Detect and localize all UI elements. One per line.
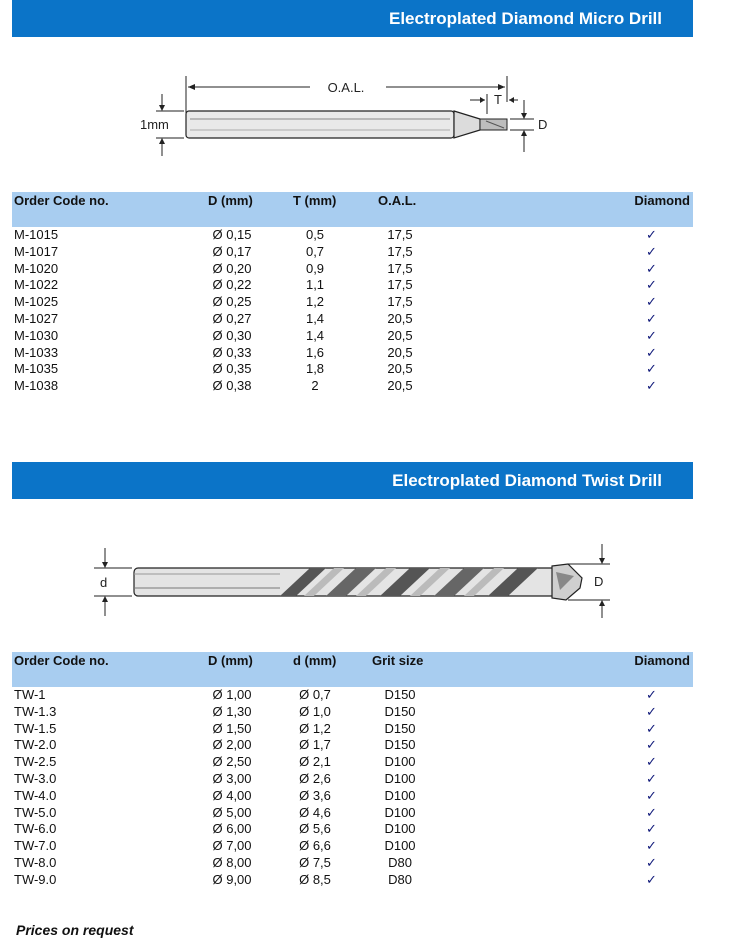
diamond-check-icon: ✓ bbox=[646, 838, 657, 854]
diamond-check-icon: ✓ bbox=[646, 344, 657, 360]
order-code-cell: TW-9.0 bbox=[14, 871, 57, 887]
second-col-cell: Ø 2,6 bbox=[299, 771, 331, 786]
second-col-cell: 0,9 bbox=[305, 260, 325, 276]
diameter-cell: Ø 2,00 bbox=[212, 737, 252, 753]
diamond-check-icon: ✓ bbox=[646, 737, 657, 753]
table-row bbox=[12, 293, 693, 310]
third-col-cell: 20,5 bbox=[387, 361, 413, 377]
order-code-cell: TW-6.0 bbox=[14, 821, 57, 837]
shank-label: 1mm bbox=[140, 117, 169, 132]
order-code-cell: TW-2.5 bbox=[14, 754, 57, 770]
col-diamond: Diamond bbox=[634, 193, 690, 208]
diamond-check-icon: ✓ bbox=[646, 703, 657, 719]
order-code-cell: M-1017 bbox=[14, 243, 59, 259]
diamond-check-icon: ✓ bbox=[646, 871, 657, 887]
col-diamond: Diamond bbox=[634, 653, 690, 668]
order-code-cell: TW-8.0 bbox=[14, 855, 57, 870]
order-code-cell: TW-1.3 bbox=[14, 703, 57, 719]
second-col-cell: Ø 5,6 bbox=[299, 821, 331, 837]
diameter-cell: Ø 1,30 bbox=[212, 703, 252, 719]
diamond-check-icon: ✓ bbox=[646, 855, 657, 870]
second-col-cell: Ø 4,6 bbox=[299, 804, 331, 820]
table-row bbox=[12, 327, 693, 344]
diamond-check-icon: ✓ bbox=[646, 787, 657, 803]
second-col-cell: Ø 8,5 bbox=[299, 871, 331, 887]
order-code-cell: TW-1 bbox=[14, 687, 46, 702]
second-col-cell: Ø 1,2 bbox=[299, 720, 331, 736]
diameter-cell: Ø 0,25 bbox=[212, 294, 252, 310]
third-col-cell: D150 bbox=[384, 720, 416, 736]
twist-drill-banner bbox=[12, 462, 693, 499]
second-col-cell: 1,4 bbox=[305, 327, 325, 343]
order-code-cell: TW-1.5 bbox=[14, 720, 57, 736]
table-row bbox=[12, 736, 693, 753]
order-code-cell: TW-3.0 bbox=[14, 771, 57, 786]
section-title: Electroplated Diamond Micro Drill bbox=[389, 9, 662, 28]
table-row bbox=[12, 377, 693, 394]
big-d-label: D bbox=[594, 574, 604, 589]
second-col-cell: Ø 3,6 bbox=[299, 787, 331, 803]
third-col-cell: 20,5 bbox=[387, 344, 413, 360]
diamond-check-icon: ✓ bbox=[646, 327, 657, 343]
col-d: D (mm) bbox=[208, 193, 253, 208]
micro-table-header bbox=[12, 192, 693, 227]
diameter-cell: Ø 0,27 bbox=[212, 311, 252, 326]
diameter-cell: Ø 8,00 bbox=[212, 855, 252, 870]
diameter-cell: Ø 4,00 bbox=[212, 787, 252, 803]
second-col-cell: Ø 1,0 bbox=[299, 703, 331, 719]
diameter-cell: Ø 0,38 bbox=[212, 378, 252, 394]
third-col-cell: 20,5 bbox=[387, 311, 413, 326]
diameter-cell: Ø 0,35 bbox=[212, 361, 252, 377]
col-order-code: Order Code no. bbox=[14, 653, 109, 668]
diameter-cell: Ø 0,20 bbox=[212, 260, 252, 276]
second-col-cell: 2 bbox=[311, 378, 319, 394]
third-col-cell: D100 bbox=[384, 838, 416, 854]
second-col-cell: Ø 2,1 bbox=[299, 754, 331, 770]
prices-note: Prices on request bbox=[16, 922, 134, 938]
third-col-cell: D100 bbox=[384, 787, 416, 803]
section-title: Electroplated Diamond Twist Drill bbox=[392, 471, 662, 490]
order-code-cell: M-1035 bbox=[14, 361, 59, 377]
table-row bbox=[12, 686, 693, 703]
d-label: D bbox=[538, 117, 548, 132]
diameter-cell: Ø 6,00 bbox=[212, 821, 252, 837]
table-row bbox=[12, 837, 693, 854]
diamond-check-icon: ✓ bbox=[646, 260, 657, 276]
third-col-cell: 20,5 bbox=[387, 327, 413, 343]
third-col-cell: D80 bbox=[388, 855, 412, 870]
third-col-cell: D100 bbox=[384, 771, 416, 786]
order-code-cell: TW-7.0 bbox=[14, 838, 57, 854]
order-code-cell: TW-4.0 bbox=[14, 787, 57, 803]
diameter-cell: Ø 0,33 bbox=[212, 344, 252, 360]
table-row bbox=[12, 820, 693, 837]
order-code-cell: M-1025 bbox=[14, 294, 59, 310]
order-code-cell: M-1038 bbox=[14, 378, 59, 394]
third-col-cell: 17,5 bbox=[387, 227, 413, 242]
third-col-cell: 17,5 bbox=[387, 294, 413, 310]
t-label: T bbox=[494, 92, 502, 107]
second-col-cell: 1,6 bbox=[305, 344, 325, 360]
micro-drill-diagram bbox=[130, 72, 560, 162]
third-col-cell: D100 bbox=[384, 804, 416, 820]
second-col-cell: Ø 1,7 bbox=[299, 737, 331, 753]
order-code-cell: TW-5.0 bbox=[14, 804, 57, 820]
diameter-cell: Ø 1,50 bbox=[212, 720, 252, 736]
second-col-cell: 1,8 bbox=[305, 361, 325, 377]
order-code-cell: M-1027 bbox=[14, 311, 59, 326]
order-code-cell: M-1033 bbox=[14, 344, 59, 360]
third-col-cell: 17,5 bbox=[387, 277, 413, 293]
table-row bbox=[12, 226, 693, 243]
second-col-cell: Ø 6,6 bbox=[299, 838, 331, 854]
diamond-check-icon: ✓ bbox=[646, 227, 657, 242]
oal-label: O.A.L. bbox=[327, 80, 365, 95]
diameter-cell: Ø 2,50 bbox=[212, 754, 252, 770]
order-code-cell: M-1020 bbox=[14, 260, 59, 276]
diamond-check-icon: ✓ bbox=[646, 277, 657, 293]
table-row bbox=[12, 310, 693, 327]
diamond-check-icon: ✓ bbox=[646, 361, 657, 377]
small-d-label: d bbox=[100, 575, 108, 590]
third-col-cell: D100 bbox=[384, 821, 416, 837]
col-t: T (mm) bbox=[293, 193, 337, 208]
diameter-cell: Ø 9,00 bbox=[212, 871, 252, 887]
diamond-check-icon: ✓ bbox=[646, 687, 657, 702]
third-col-cell: D80 bbox=[388, 871, 412, 887]
diamond-check-icon: ✓ bbox=[646, 243, 657, 259]
col-grit: Grit size bbox=[372, 653, 424, 668]
second-col-cell: Ø 0,7 bbox=[299, 687, 331, 702]
diamond-check-icon: ✓ bbox=[646, 821, 657, 837]
diameter-cell: Ø 0,22 bbox=[212, 277, 252, 293]
table-row bbox=[12, 804, 693, 821]
table-row bbox=[12, 770, 693, 787]
third-col-cell: 17,5 bbox=[387, 260, 413, 276]
third-col-cell: 20,5 bbox=[387, 378, 413, 394]
diameter-cell: Ø 5,00 bbox=[212, 804, 252, 820]
diameter-cell: Ø 0,30 bbox=[212, 327, 252, 343]
col-small-d: d (mm) bbox=[293, 653, 337, 668]
diameter-cell: Ø 0,17 bbox=[212, 243, 252, 259]
table-row bbox=[12, 276, 693, 293]
diameter-cell: Ø 0,15 bbox=[212, 227, 252, 242]
table-row bbox=[12, 344, 693, 361]
third-col-cell: D150 bbox=[384, 737, 416, 753]
table-row bbox=[12, 243, 693, 260]
order-code-cell: TW-2.0 bbox=[14, 737, 57, 753]
diamond-check-icon: ✓ bbox=[646, 720, 657, 736]
table-row bbox=[12, 360, 693, 377]
col-d: D (mm) bbox=[208, 653, 253, 668]
third-col-cell: D150 bbox=[384, 703, 416, 719]
table-row bbox=[12, 854, 693, 871]
second-col-cell: 1,2 bbox=[305, 294, 325, 310]
order-code-cell: M-1015 bbox=[14, 227, 59, 242]
second-col-cell: 0,7 bbox=[305, 243, 325, 259]
col-order-code: Order Code no. bbox=[14, 193, 109, 208]
diamond-check-icon: ✓ bbox=[646, 311, 657, 326]
order-code-cell: M-1030 bbox=[14, 327, 59, 343]
table-row bbox=[12, 753, 693, 770]
diameter-cell: Ø 1,00 bbox=[212, 687, 252, 702]
diamond-check-icon: ✓ bbox=[646, 378, 657, 394]
third-col-cell: 17,5 bbox=[387, 243, 413, 259]
third-col-cell: D150 bbox=[384, 687, 416, 702]
diamond-check-icon: ✓ bbox=[646, 804, 657, 820]
third-col-cell: D100 bbox=[384, 754, 416, 770]
diamond-check-icon: ✓ bbox=[646, 754, 657, 770]
diameter-cell: Ø 7,00 bbox=[212, 838, 252, 854]
twist-drill-diagram bbox=[90, 542, 620, 622]
second-col-cell: Ø 7,5 bbox=[299, 855, 331, 870]
col-oal: O.A.L. bbox=[378, 193, 417, 208]
diamond-check-icon: ✓ bbox=[646, 294, 657, 310]
table-row bbox=[12, 260, 693, 277]
second-col-cell: 0,5 bbox=[305, 227, 325, 242]
diameter-cell: Ø 3,00 bbox=[212, 771, 252, 786]
table-row bbox=[12, 871, 693, 888]
diamond-check-icon: ✓ bbox=[646, 771, 657, 786]
second-col-cell: 1,4 bbox=[305, 311, 325, 326]
second-col-cell: 1,1 bbox=[305, 277, 325, 293]
twist-table-header bbox=[12, 652, 693, 687]
table-row bbox=[12, 703, 693, 720]
order-code-cell: M-1022 bbox=[14, 277, 59, 293]
micro-drill-banner bbox=[12, 0, 693, 37]
table-row bbox=[12, 720, 693, 737]
table-row bbox=[12, 787, 693, 804]
